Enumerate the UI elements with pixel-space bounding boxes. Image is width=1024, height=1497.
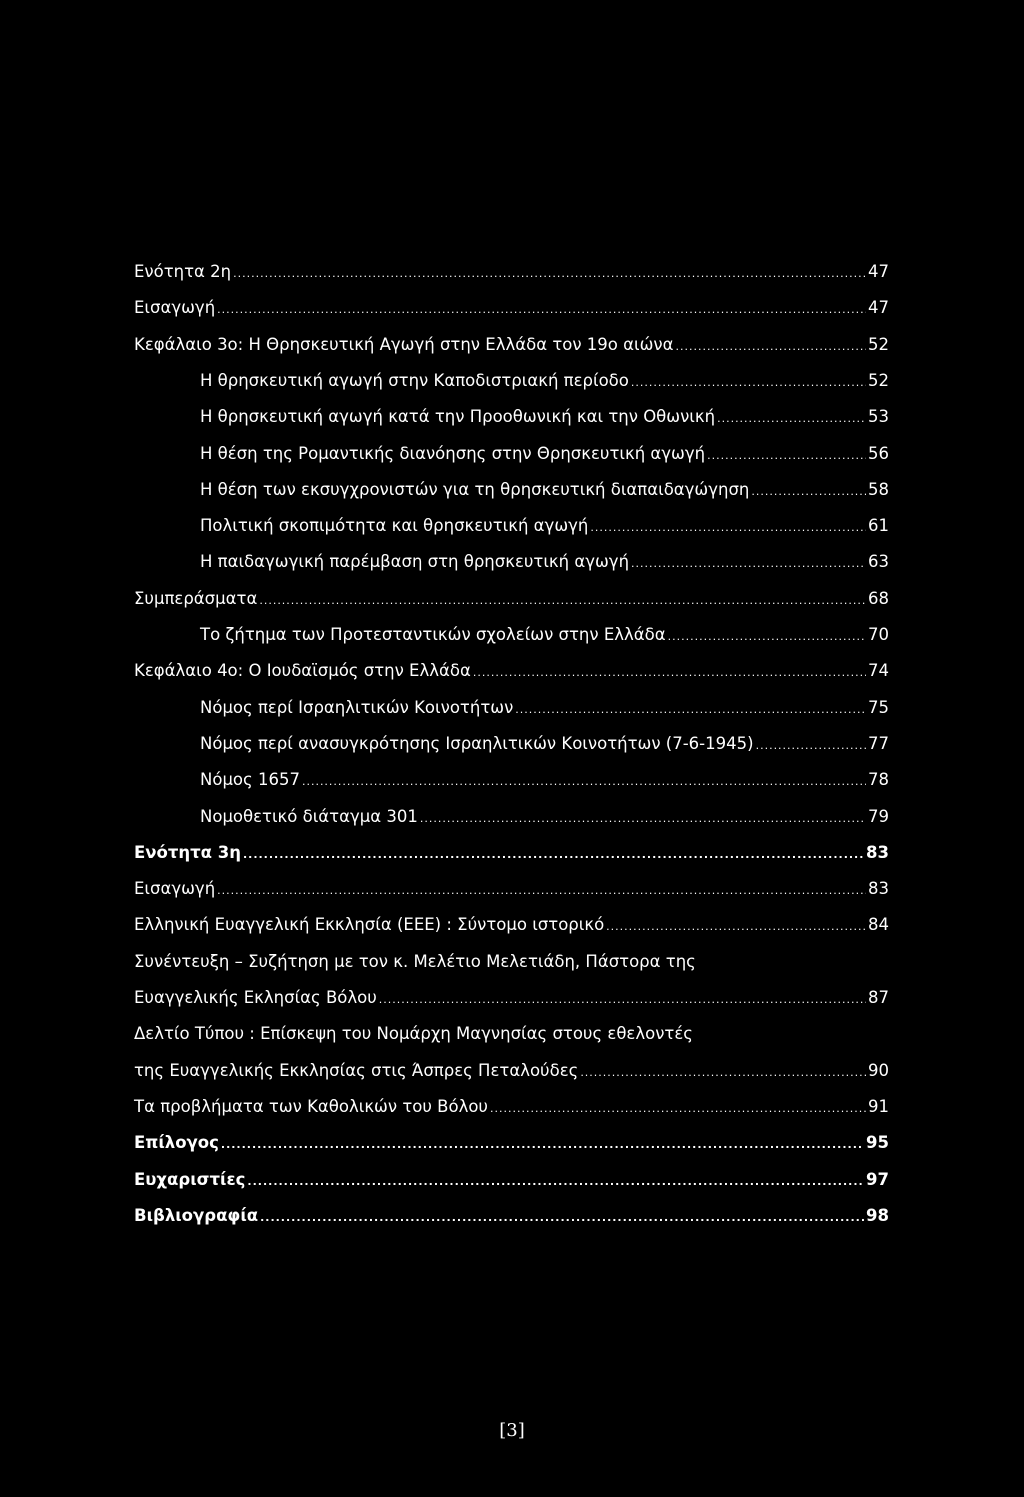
toc-entry [134, 1024, 889, 1054]
toc-entry [200, 552, 889, 582]
toc-leader-dots [247, 1175, 864, 1188]
toc-entry-page: 58 [868, 480, 889, 499]
toc-entry-title: Κεφάλαιο 4ο: Ο Ιουδαϊσμός στην Ελλάδα [134, 661, 471, 680]
toc-leader-dots [668, 630, 866, 643]
toc-entry-page: 83 [866, 843, 889, 862]
toc-leader-dots [217, 884, 866, 897]
toc-entry-title: Ενότητα 3η [134, 843, 241, 862]
toc-entry-page: 97 [866, 1170, 889, 1189]
toc-entry-title: Ευχαριστίες [134, 1170, 246, 1189]
toc-entry-page: 77 [868, 734, 889, 753]
toc-entry [134, 298, 889, 328]
toc-entry [134, 915, 889, 945]
toc-leader-dots [217, 303, 866, 316]
toc-entry-title: Νόμος 1657 [200, 770, 300, 789]
toc-leader-dots [676, 340, 866, 353]
toc-entry-title: Η θρησκευτική αγωγή κατά την Προοθωνική και την Οθωνική [200, 407, 716, 426]
toc-entry-title: Κεφάλαιο 3ο: Η Θρησκευτική Αγωγή στην Ελλάδα τον 19ο αιώνα [134, 335, 674, 354]
toc-entry-title: Συμπεράσματα [134, 589, 258, 608]
toc-entry-title: Εισαγωγή [134, 879, 216, 898]
toc-entry [200, 444, 889, 474]
toc-entry-title: Ευαγγελικής Εκλησίας Βόλου [134, 988, 377, 1007]
toc-leader-dots [631, 376, 866, 389]
toc-entry-title: της Ευαγγελικής Εκκλησίας στις Άσπρες Πεταλούδες [134, 1061, 579, 1080]
toc-entry-page: 53 [868, 407, 889, 426]
toc-entry-page: 70 [868, 625, 889, 644]
toc-leader-dots [233, 267, 866, 280]
toc-entry [134, 1206, 889, 1236]
toc-entry [134, 1170, 889, 1200]
toc-entry-title: Το ζήτημα των Προτεσταντικών σχολείων στην Ελλάδα [200, 625, 666, 644]
toc-entry-title: Ενότητα 2η [134, 262, 232, 281]
toc-entry [200, 480, 889, 510]
toc-entry-title: Νόμος περί Ισραηλιτικών Κοινοτήτων [200, 698, 514, 717]
toc-leader-dots [302, 775, 866, 788]
toc-entry [200, 407, 889, 437]
toc-entry-page: 68 [868, 589, 889, 608]
toc-entry-title: Δελτίο Τύπου : Επίσκεψη του Νομάρχη Μαγνησίας στους εθελοντές [134, 1024, 693, 1043]
toc-leader-dots [490, 1102, 866, 1115]
toc-entry-page: 52 [868, 371, 889, 390]
toc-entry-page: 63 [868, 552, 889, 571]
toc-entry-page: 84 [868, 915, 889, 934]
toc-leader-dots [590, 521, 866, 534]
toc-entry-page: 56 [868, 444, 889, 463]
toc-entry-title: Η παιδαγωγική παρέμβαση στη θρησκευτική αγωγή [200, 552, 630, 571]
toc-entry-title: Νόμος περί ανασυγκρότησης Ισραηλιτικών Κοινοτήτων (7-6-1945) [200, 734, 754, 753]
toc-leader-dots [580, 1066, 866, 1079]
toc-entry-page: 52 [868, 335, 889, 354]
toc-leader-dots [515, 703, 866, 716]
toc-leader-dots [717, 412, 866, 425]
toc-entry-title: Επίλογος [134, 1133, 219, 1152]
page-number: [3] [499, 1420, 525, 1441]
toc-entry-page: 87 [868, 988, 889, 1007]
toc-leader-dots [707, 449, 866, 462]
toc-entry [200, 625, 889, 655]
toc-entry [200, 734, 889, 764]
toc-entry-title: Νομοθετικό διάταγμα 301 [200, 807, 418, 826]
toc-entry [134, 589, 889, 619]
toc-entry-title: Η θέση της Ρομαντικής διανόησης στην Θρησκευτική αγωγή [200, 444, 706, 463]
toc-leader-dots [260, 1211, 864, 1224]
toc-leader-dots [420, 812, 866, 825]
toc-leader-dots [221, 1138, 864, 1151]
toc-entry-page: 95 [866, 1133, 889, 1152]
toc-leader-dots [631, 557, 866, 570]
toc-entry [134, 952, 889, 982]
toc-entry-title: Τα προβλήματα των Καθολικών του Βόλου [134, 1097, 488, 1116]
toc-entry [134, 335, 889, 365]
toc-entry-title: Συνέντευξη – Συζήτηση με τον κ. Μελέτιο Μελετιάδη, Πάστορα της [134, 952, 696, 971]
toc-entry-page: 75 [868, 698, 889, 717]
toc-leader-dots [751, 485, 866, 498]
toc-entry [134, 879, 889, 909]
toc-entry-title: Βιβλιογραφία [134, 1206, 259, 1225]
toc-entry [200, 770, 889, 800]
toc-entry-page: 74 [868, 661, 889, 680]
toc-entry [134, 262, 889, 292]
toc-leader-dots [259, 594, 866, 607]
toc-entry-title: Ελληνική Ευαγγελική Εκκλησία (ΕΕΕ) : Σύντομο ιστορικό [134, 915, 605, 934]
toc-entry-page: 47 [868, 298, 889, 317]
toc-entry [200, 698, 889, 728]
toc-entry [134, 1133, 889, 1163]
toc-leader-dots [756, 739, 866, 752]
toc-entry-page: 83 [868, 879, 889, 898]
toc-leader-dots [473, 666, 866, 679]
toc-leader-dots [243, 848, 864, 861]
toc-entry [200, 371, 889, 401]
toc-entry-page: 47 [868, 262, 889, 281]
toc-entry [134, 1097, 889, 1127]
toc-entry-page: 79 [868, 807, 889, 826]
toc-entry-title: Πολιτική σκοπιμότητα και θρησκευτική αγωγή [200, 516, 589, 535]
toc-entry-page: 78 [868, 770, 889, 789]
toc-entry-page: 61 [868, 516, 889, 535]
toc-entry [134, 1061, 889, 1091]
toc-entry [134, 661, 889, 691]
toc-entry-title: Εισαγωγή [134, 298, 216, 317]
toc-leader-dots [606, 920, 866, 933]
toc-entry [134, 988, 889, 1018]
toc-entry-page: 98 [866, 1206, 889, 1225]
toc-entry-page: 90 [868, 1061, 889, 1080]
toc-entry-title: Η θρησκευτική αγωγή στην Καποδιστριακή περίοδο [200, 371, 629, 390]
toc-entry [200, 516, 889, 546]
toc-entry [134, 843, 889, 873]
toc-entry-title: Η θέση των εκσυγχρονιστών για τη θρησκευτική διαπαιδαγώγηση [200, 480, 750, 499]
toc-entry [200, 807, 889, 837]
toc-leader-dots [379, 993, 866, 1006]
toc-entry-page: 91 [868, 1097, 889, 1116]
